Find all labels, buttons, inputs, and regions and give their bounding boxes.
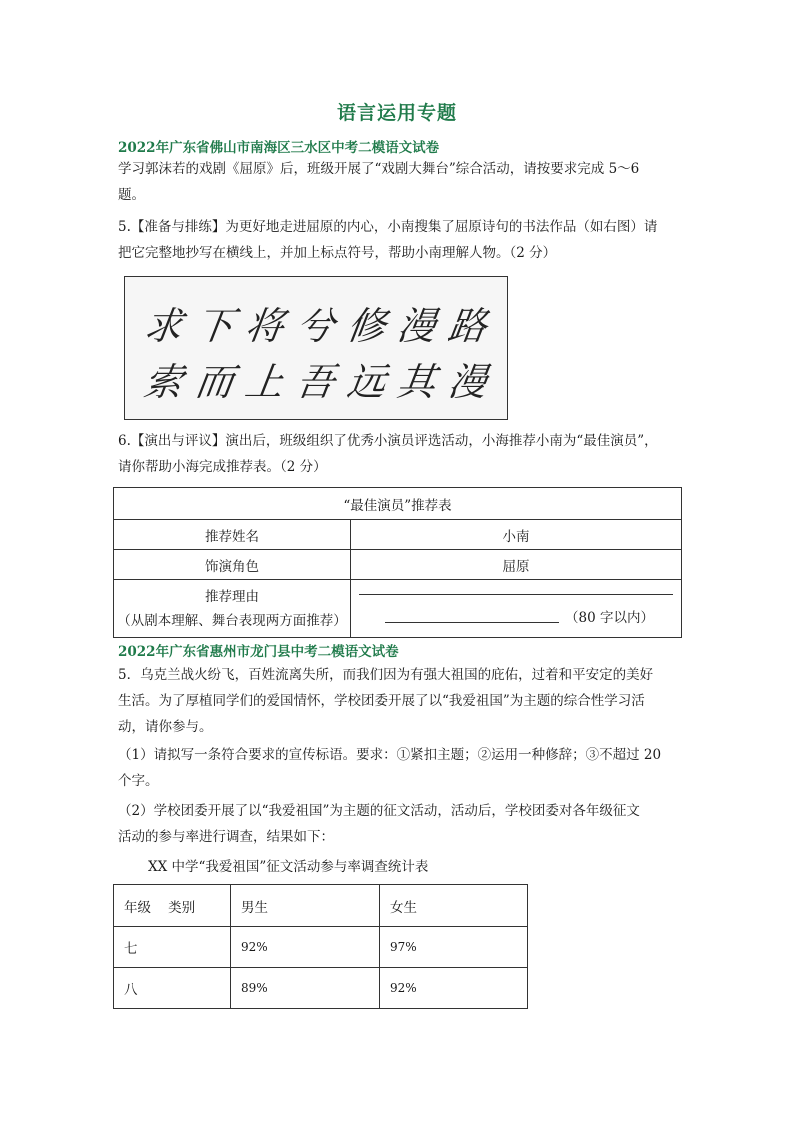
boys-rate-cell: 92%	[231, 927, 380, 968]
section1-intro-line2: 题。	[118, 187, 145, 203]
table-row	[114, 580, 682, 638]
calligraphy-char: 吾	[293, 360, 338, 404]
header-grade-category: 年级 类别	[114, 885, 231, 927]
subquestion2-line2: 活动的参与率进行调查，结果如下：	[118, 829, 334, 845]
document-title: 语言运用专题	[336, 102, 457, 124]
name-value: 小南	[351, 520, 682, 550]
subquestion2-line1: （2）学校团委开展了以“我爱祖国”为主题的征文活动，活动后，学校团委对各年级征文	[118, 803, 640, 819]
section2-para-line1: 5．乌克兰战火纷飞，百姓流离失所，而我们因为有强大祖国的庇佑，过着和平安定的美好	[118, 667, 654, 683]
name-label: 推荐姓名	[114, 520, 351, 550]
boys-rate-cell: 89%	[231, 968, 380, 1009]
calligraphy-image	[124, 276, 508, 420]
section2-para-line3: 动，请你参与。	[118, 719, 213, 735]
reason-label: 推荐理由	[205, 588, 259, 605]
word-limit: （80 字以内）	[565, 610, 654, 626]
question5-line2: 把它完整地抄写在横线上，并加上标点符号，帮助小南理解人物。（2 分）	[118, 245, 557, 261]
calligraphy-char: 漫	[445, 360, 490, 404]
table-caption: “最佳演员”推荐表	[114, 488, 682, 520]
girls-rate-cell: 92%	[380, 968, 528, 1009]
calligraphy-char: 路	[445, 304, 490, 348]
question6-line2: 请你帮助小海完成推荐表。（2 分）	[118, 459, 327, 475]
section1-intro-line1: 学习郭沫若的戏剧《屈原》后，班级开展了“戏剧大舞台”综合活动，请按要求完成 5～6	[118, 161, 640, 177]
calligraphy-char: 远	[343, 360, 389, 404]
table-row	[114, 520, 682, 550]
calligraphy-char: 而	[192, 360, 237, 404]
section2-heading: 2022年广东省惠州市龙门县中考二模语文试卷	[118, 644, 399, 660]
calligraphy-char: 修	[343, 304, 389, 348]
table-header-row	[114, 885, 528, 927]
stats-table-caption: XX 中学“我爱祖国”征文活动参与率调查统计表	[148, 859, 429, 875]
calligraphy-char: 上	[242, 360, 288, 404]
table-row	[114, 968, 528, 1009]
question6-line1: 6.【演出与评议】演出后，班级组织了优秀小演员评选活动，小海推荐小南为“最佳演员”，	[118, 433, 658, 449]
calligraphy-char: 求	[141, 304, 186, 348]
grade-cell: 七	[114, 927, 231, 968]
calligraphy-char: 索	[141, 360, 186, 404]
subquestion1-line1: （1）请拟写一条符合要求的宣传标语。要求：①紧扣主题；②运用一种修辞；③不超过 20	[118, 747, 662, 763]
calligraphy-char: 漫	[394, 304, 439, 348]
section2-para-line2: 生活。为了厚植同学们的爱国情怀，学校团委开展了以“我爱祖国”为主题的综合性学习活	[118, 693, 645, 709]
participation-stats-table	[113, 884, 528, 1009]
subquestion1-line2: 个字。	[118, 773, 159, 789]
header-boys: 男生	[231, 885, 380, 927]
girls-rate-cell: 97%	[380, 927, 528, 968]
calligraphy-char: 将	[242, 304, 288, 348]
table-row	[114, 550, 682, 580]
reason-answer-line-1[interactable]	[359, 594, 673, 595]
header-girls: 女生	[380, 885, 528, 927]
role-label: 饰演角色	[114, 550, 351, 580]
role-value: 屈原	[351, 550, 682, 580]
reason-answer-line-2[interactable]	[385, 608, 559, 623]
section1-heading: 2022年广东省佛山市南海区三水区中考二模语文试卷	[118, 140, 440, 156]
recommendation-table	[113, 487, 682, 638]
grade-cell: 八	[114, 968, 231, 1009]
calligraphy-char: 其	[394, 360, 439, 404]
calligraphy-row-1	[125, 295, 507, 350]
question5-line1: 5.【准备与排练】为更好地走进屈原的内心，小南搜集了屈原诗句的书法作品（如右图）请	[118, 219, 658, 235]
calligraphy-char: 兮	[293, 304, 338, 348]
calligraphy-row-2	[125, 351, 507, 406]
calligraphy-char: 下	[192, 304, 237, 348]
table-row	[114, 927, 528, 968]
reason-note: （从剧本理解、舞台表现两方面推荐）	[117, 612, 347, 629]
